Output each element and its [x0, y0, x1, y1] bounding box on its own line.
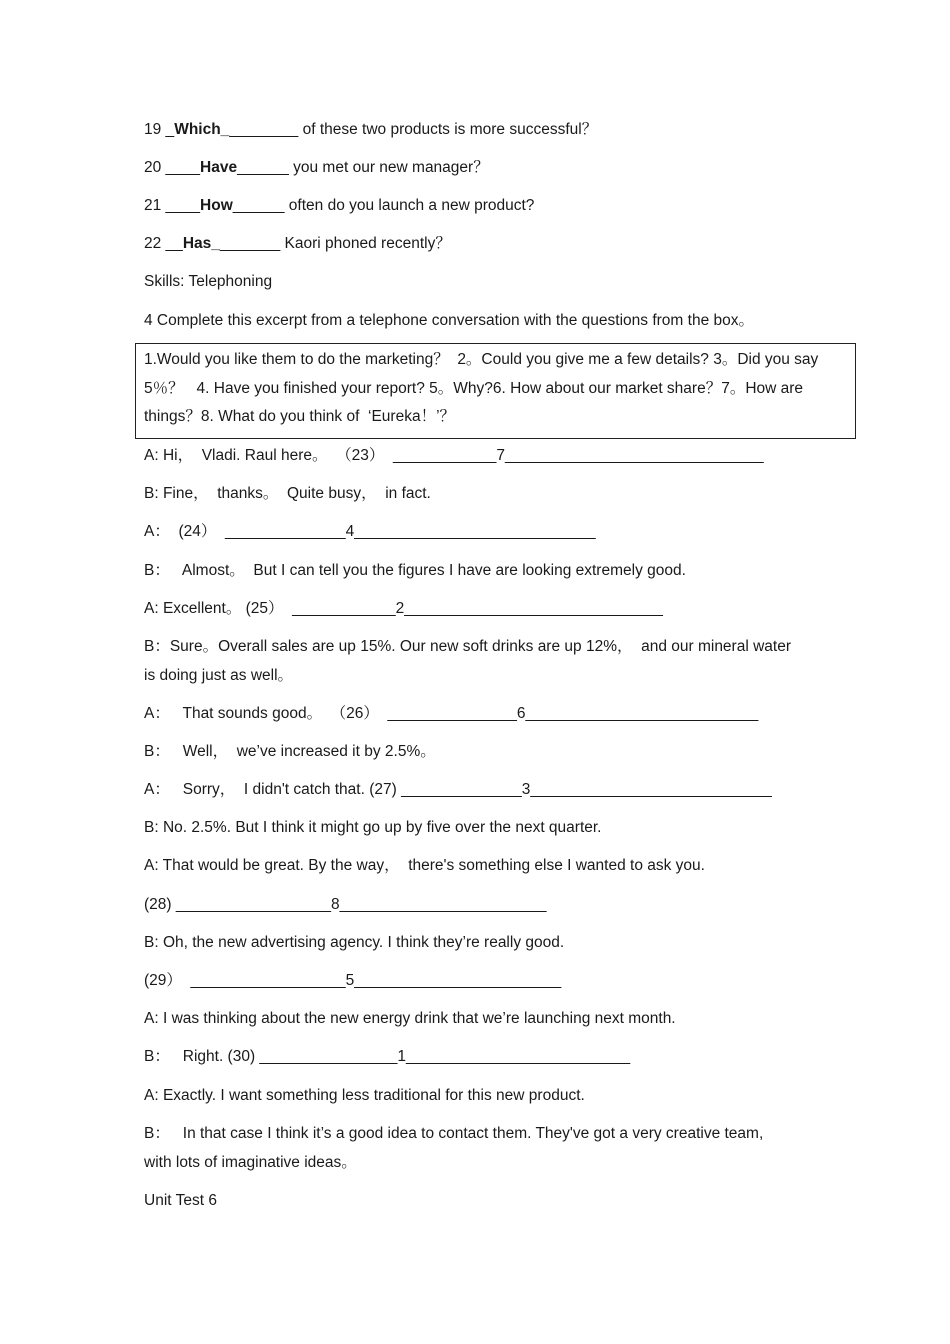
- dialogue-line: A: That would be great. By the way， there's something else I wanted to ask you.: [144, 857, 705, 874]
- section-heading: Skills: Telephoning: [144, 273, 273, 290]
- question-19: 19 _Which_________ of these two products is more successful？: [144, 121, 598, 138]
- dialogue-line: A： Sorry， I didn't catch that. (27) ______________3____________________________: [144, 781, 772, 798]
- box-line: things？8. What do you think of ‘Eureka！’？: [144, 408, 456, 425]
- box-line: 5％？ 4. Have you finished your report? 5。Why?6. How about our market share？7。How are: [144, 380, 804, 397]
- dialogue-line: A: I was thinking about the new energy drink that we’re launching next month.: [144, 1010, 676, 1027]
- dialogue-line: A： That sounds good。 （26） _______________6___________________________: [144, 705, 759, 722]
- answer: Which_: [174, 121, 230, 138]
- box-line: 1.Would you like them to do the marketing？ 2。Could you give me a few details? 3。Did you say: [144, 351, 819, 368]
- dialogue-line: (29） __________________5________________________: [144, 972, 562, 989]
- answer: How: [200, 197, 233, 214]
- dialogue-line: A: Hi， Vladi. Raul here。 （23） ____________7______________________________: [144, 447, 764, 464]
- dialogue-line: B: No. 2.5%. But I think it might go up by five over the next quarter.: [144, 819, 602, 836]
- dialogue-line: B: Oh, the new advertising agency. I think they’re really good.: [144, 934, 565, 951]
- answer: Have: [200, 159, 238, 176]
- dialogue-line: B： Almost。 But I can tell you the figures I have are looking extremely good.: [144, 562, 686, 579]
- question-22: 22 __Has________ Kaori phoned recently？: [144, 235, 451, 252]
- dialogue-line: (28) __________________8________________________: [144, 896, 547, 913]
- instruction: 4 Complete this excerpt from a telephone conversation with the questions from the box。: [144, 312, 754, 329]
- dialogue-line: B: Fine， thanks。 Quite busy， in fact.: [144, 485, 431, 502]
- footer-unit-title: Unit Test 6: [144, 1192, 217, 1209]
- question-box: [135, 343, 856, 439]
- dialogue-line: with lots of imaginative ideas。: [144, 1154, 357, 1171]
- answer: Has_: [182, 235, 220, 252]
- question-20: 20 ____Have______ you met our new manager？: [144, 159, 489, 176]
- dialogue-line: B：Sure。Overall sales are up 15%. Our new soft drinks are up 12%， and our mineral water: [144, 638, 791, 655]
- dialogue-line: A: Excellent。 (25） ____________2______________________________: [144, 600, 663, 617]
- dialogue-line: B： In that case I think it’s a good idea to contact them. They've got a very creative team,: [144, 1125, 764, 1142]
- dialogue-line: B： Right. (30) ________________1__________________________: [144, 1048, 631, 1065]
- dialogue-line: A: Exactly. I want something less traditional for this new product.: [144, 1087, 585, 1104]
- question-21: 21 ____How______ often do you launch a new product?: [144, 197, 535, 214]
- dialogue-line: is doing just as well。: [144, 667, 294, 684]
- dialogue-line: B： Well， we’ve increased it by 2.5%。: [144, 743, 436, 760]
- dialogue-line: A： (24） ______________4____________________________: [144, 523, 596, 540]
